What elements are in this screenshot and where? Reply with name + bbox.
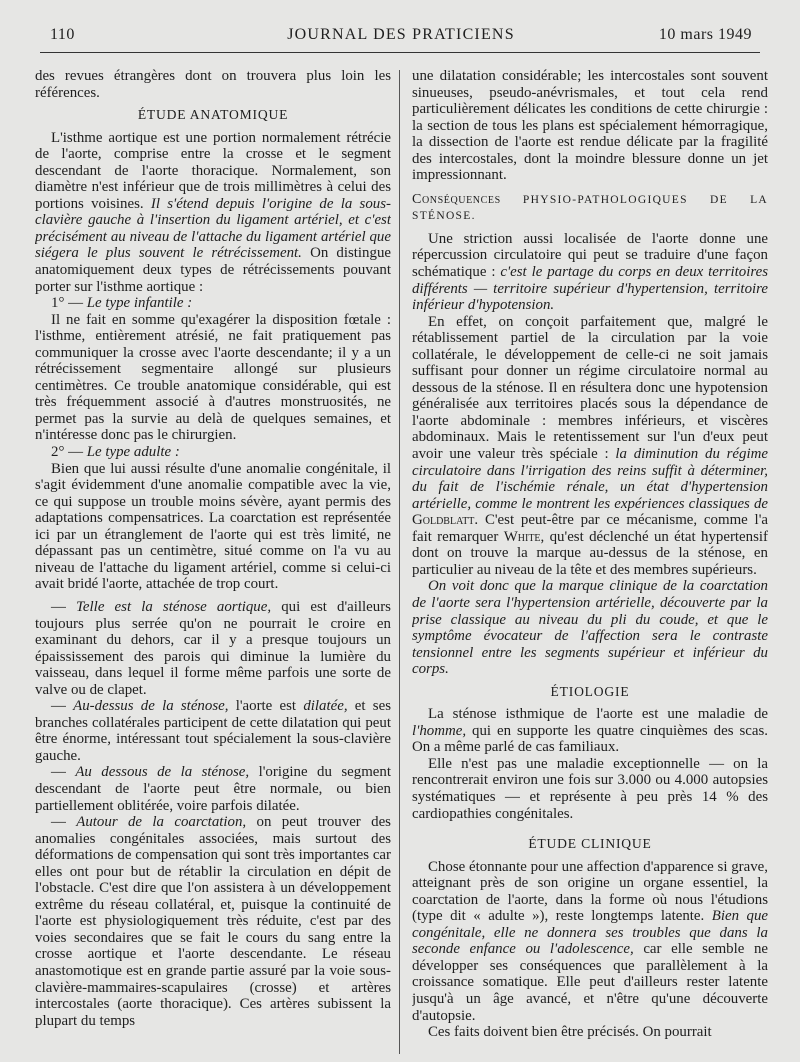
paragraph-striction: Une striction aussi localisée de l'aorte donne une répercussion circulatoire qui peut se traduire d'une façon schématique : c'est le partage du corps en deux territoires différents — territoire supérieur d'hypertension, territoire inférieur d'hypotension.: [412, 230, 768, 314]
paragraph-au-dessus: — Au-dessus de la sténose, l'aorte est dilatée, et ses branches collatérales participent de cette dilatation qui peut être énorme, intéressant tout spécialement la sous-clavière gauche.: [35, 698, 391, 764]
left-column: [35, 68, 391, 1054]
paragraph-etiologie: La sténose isthmique de l'aorte est une maladie de l'homme, qui en supporte les quatre cinquièmes des scas. On a même parlé de cas familiaux.: [412, 706, 768, 756]
paragraph-effet: En effet, on conçoit parfaitement que, malgré le rétablissement partiel de la circulation par la voie collatérale, le développement de celle-ci ne soit jamais suffisant pour donner un régime circulatoire normal au dessous de la sténose. Il en résultera donc une hypotension généralisée aux territoires placés sous la dépendance de l'aorte abdominale : membres inférieurs, et viscères abdominaux. Mais le retentissement sur l'un d'eux peut avoir une valeur très spéciale : la diminution du régime circulatoire dans l'irrigation des reins suffit à déterminer, du fait de l'ischémie rénale, un état d'hypertension artérielle, comme le montrent les expériences classiques de Goldblatt. C'est peut-être par ce mécanisme, comme l'a fait remarquer White, qu'est déclenché un état hypertensif dont on trouve la marque au-dessus de la sténose, en particulier au niveau de la tête et des membres supérieurs.: [412, 313, 768, 578]
column-divider: [399, 70, 400, 1054]
section-heading-consequences: Conséquences PHYSIO-PATHOLOGIQUES DE LA STÉNOSE.: [412, 191, 768, 223]
paragraph-exception: Elle n'est pas une maladie exceptionnelle — on la rencontrerait environ une fois sur 3.000 ou 4.000 autopsies systématiques — et représente à peu près 14 % des cardiopathies congénitales.: [412, 755, 768, 822]
paragraph-marque-clinique: On voit donc que la marque clinique de la coarctation de l'aorte sera l'hypertension artérielle, découverte par la prise classique au niveau du pli du coude, et que le symptôme évocateur de l'affection sera le contraste tensionnel entre les segments supérieur et inférieur du corps.: [412, 578, 768, 678]
section-heading-anatomique: ÉTUDE ANATOMIQUE: [137, 107, 289, 123]
running-header: [50, 26, 752, 48]
section-heading-clinique: ÉTUDE CLINIQUE: [528, 836, 652, 852]
paragraph-infantile: Il ne fait en somme qu'exagérer la disposition fœtale : l'isthme, entièrement atrésié, ne fait pratiquement pas communiquer la crosse avec l'aorte descendante; il y a un rétrécissement segmentaire allongé sur plusieurs centimètres. Ce trouble anatomique considérable, qui est très fréquemment associé à d'autres monstruosités, ne permet pas la survie au delà de quelques semaines, et n'intéresse donc pas le chirurgien.: [35, 311, 391, 444]
right-column: [412, 68, 768, 1054]
issue-date: 10 mars 1949: [658, 26, 752, 43]
paragraph-adulte: Bien que lui aussi résulte d'une anomalie congénitale, il s'agit évidemment d'une anomalie compatible avec la vie, ce qui suppose un trouble moins sévère, ayant permis des adaptations compensatrices. La coarctation est représentée ici par un étranglement de l'aorte qui est très limité, ne dépassant pas un centimètre, situé comme on l'a vu au niveau de l'attache du ligament artériel, comme si celui-ci avait bridé l'aorte, attachée de trop court.: [35, 460, 391, 593]
type-adulte-heading: 2° — Le type adulte :: [51, 444, 180, 461]
type-infantile-heading: 1° — Le type infantile :: [51, 295, 193, 312]
intro-paragraph: des revues étrangères dont on trouvera plus loin les références.: [35, 68, 391, 101]
paragraph-chose-etonnante: Chose étonnante pour une affection d'apparence si grave, atteignant près de son origine un organe essentiel, la coarctation de l'aorte, dans la forme où nous l'étudions (type dit « adulte »), reste longtemps latente. Bien que congénitale, elle ne donnera ses troubles que dans la seconde enfance ou l'adolescence, car elle semble ne développer ses conséquences que parallèlement à la croissance somatique. Elle peut d'ailleurs rester latente jusqu'à un âge avancé, et n'être qu'une découverte d'autopsie.: [412, 858, 768, 1024]
paragraph-autour: — Autour de la coarctation, on peut trouver des anomalies congénitales associées, mais surtout des déformations de compensation qui sont très importantes car elles ont pour but de rétablir la circulation en dépit de l'obstacle. C'est dire que l'on assistera à un développement extrême du réseau collatéral, et, puisque la continuité de l'aorte est physiologiquement très réduite, c'est par des voies secondaires que se fait le cours du sang entre la crosse aortique et l'aorte descendante. Le réseau anastomotique est en grande partie assuré par la voie sous-clavière-mammaires-scapulaires (crosse) et artères intercostales (aorte thoracique). Ces artères subissent la plupart du temps: [35, 814, 391, 1029]
header-rule: [40, 52, 760, 53]
paragraph-au-dessous: — Au dessous de la sténose, l'origine du segment descendant de l'aorte peut être normale, ou bien partiellement oblitérée, voire parfois dilatée.: [35, 764, 391, 814]
page-number: 110: [50, 26, 75, 43]
section-heading-etiologie: ÉTIOLOGIE: [550, 683, 630, 699]
paragraph-stenose: — Telle est la sténose aortique, qui est d'ailleurs toujours plus serrée qu'on ne pourrait le croire en examinant du dehors, car il y a presque toujours un épaississement des parois qui diminue la lumière du vaisseau, dans lequel il forme même parfois une sorte de valve ou de clapet.: [35, 598, 391, 698]
journal-title: JOURNAL DES PRATICIENS: [287, 26, 515, 43]
paragraph-isthme: L'isthme aortique est une portion normalement rétrécie de l'aorte, comprise entre la crosse et le segment descendant de l'aorte thoracique. Normalement, son diamètre n'est inférieur que de trois millimètres à celui des portions voisines. Il s'étend depuis l'origine de la sous-clavière gauche à l'insertion du ligament artériel, et c'est précisément au niveau de l'attache du ligament artériel que siégera le plus souvent le rétrécissement. On distingue anatomiquement deux types de rétrécissements pouvant porter sur l'isthme aortique :: [35, 129, 391, 295]
paragraph-continuation: une dilatation considérable; les intercostales sont souvent sinueuses, pseudo-anévrismales, et tout cela rend particulièrement délicates les conditions de cette chirurgie : la section de tous les plans est spécialement hémorragique, la dissection de l'aorte est rendue délicate par la fragilité des intercostales, dont la moindre blessure donne un jet impressionnant.: [412, 68, 768, 184]
paragraph-faits: Ces faits doivent bien être précisés. On pourrait: [428, 1024, 712, 1041]
